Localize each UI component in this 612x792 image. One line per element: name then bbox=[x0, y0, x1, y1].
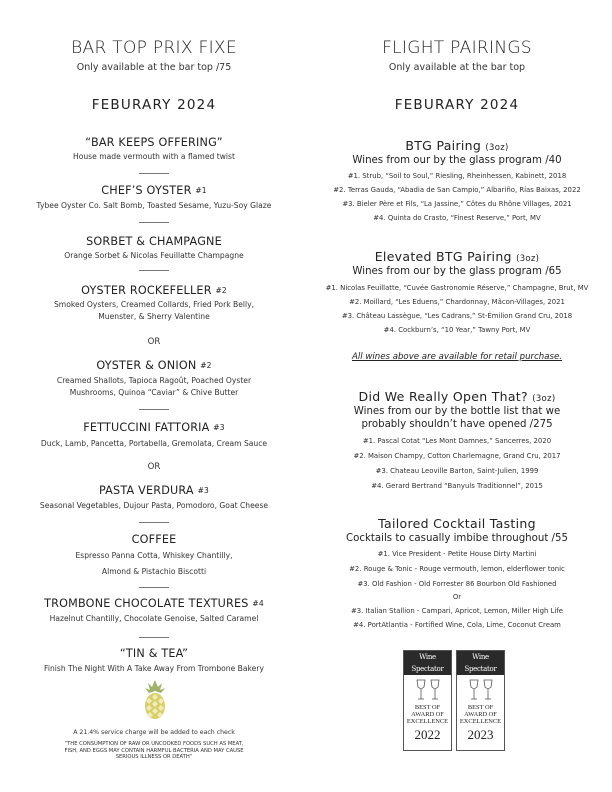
wine-glasses-icon bbox=[413, 678, 443, 704]
award-year: 2022 bbox=[414, 727, 441, 743]
course-name: COFFEE bbox=[131, 533, 177, 546]
flight-name: Did We Really Open That? (3oz) bbox=[358, 389, 556, 404]
course-desc: Finish The Night With A Take Away From Trombone Bakery bbox=[44, 664, 264, 673]
flights-subtitle: Only available at the bar top bbox=[388, 62, 526, 73]
course-desc: Seasonal Vegetables, Dujour Pasta, Pomodoro, Goat Cheese bbox=[39, 501, 269, 510]
award-brand: Wine Spectator bbox=[404, 651, 451, 675]
course-name: CHEF’S OYSTER #1 bbox=[101, 184, 207, 197]
flight-item: #4. Quinta do Crasto, “Finest Reserve,” Port, MV bbox=[373, 214, 541, 222]
wine-spectator-award-2023 bbox=[456, 650, 505, 751]
or-separator: OR bbox=[147, 337, 161, 347]
award-line: BEST OF bbox=[414, 704, 441, 711]
flight-item: #2. Terras Gauda, “Abadia de San Campio,” Albariño, Rías Baixas, 2022 bbox=[333, 186, 581, 194]
award-line: BEST OF bbox=[467, 704, 494, 711]
award-line: EXCELLENCE bbox=[459, 717, 502, 725]
flight-item: #4. Cockburn’s, “10 Year,” Tawny Port, MV bbox=[383, 326, 531, 334]
course-desc: Tybee Oyster Co. Salt Bomb, Toasted Sesame, Yuzu-Soy Glaze bbox=[36, 201, 272, 210]
flight-subtitle: Wines from our by the glass program /40 bbox=[352, 155, 562, 166]
flight-item: #3. Bieler Père et Fils, “La Jassine,” Côtes du Rhône Villages, 2021 bbox=[342, 200, 572, 208]
award-brand: Wine Spectator bbox=[457, 651, 504, 675]
course-name: OYSTER & ONION #2 bbox=[96, 359, 212, 372]
divider bbox=[139, 522, 169, 523]
course-name: “BAR KEEPS OFFERING” bbox=[85, 136, 223, 149]
prix-fixe-column bbox=[8, 0, 300, 792]
course-desc: Hazelnut Chantilly, Chocolate Genoise, Salted Caramel bbox=[49, 614, 259, 623]
flight-subtitle: Cocktails to casually imbibe throughout /55 bbox=[346, 533, 568, 544]
wine-spectator-award-2022 bbox=[403, 650, 452, 751]
flight-item: #3. Italian Stallion - Campari, Apricot, Lemon, Miller High Life bbox=[350, 607, 564, 615]
prix-fixe-title: BAR TOP PRIX FIXE bbox=[71, 38, 237, 58]
flight-subtitle: Wines from our by the glass program /65 bbox=[352, 266, 562, 277]
flight-subtitle: probably shouldn’t have opened /275 bbox=[361, 419, 553, 430]
award-year: 2023 bbox=[467, 727, 494, 743]
flight-item: #1. Pascal Cotat “Les Mont Damnes,” Sancerres, 2020 bbox=[362, 437, 552, 445]
divider bbox=[139, 270, 169, 271]
flight-name: Tailored Cocktail Tasting bbox=[378, 516, 536, 531]
flight-subtitle: Wines from our by the bottle list that we bbox=[353, 406, 561, 417]
flight-item: #2. Moillard, “Les Eduens,” Chardonnay, Mâcon-Villages, 2021 bbox=[349, 298, 565, 306]
divider bbox=[139, 637, 169, 638]
course-desc: Almond & Pistachio Biscotti bbox=[101, 567, 207, 576]
flight-name: BTG Pairing (3oz) bbox=[405, 138, 509, 153]
award-line: AWARD OF bbox=[464, 710, 497, 718]
course-desc: Espresso Panna Cotta, Whiskey Chantilly, bbox=[75, 551, 233, 560]
course-desc: Muenster, & Sherry Valentine bbox=[98, 312, 210, 321]
flights-title: FLIGHT PAIRINGS bbox=[382, 38, 532, 58]
course-desc: House made vermouth with a flamed twist bbox=[73, 152, 235, 161]
course-desc: Smoked Oysters, Creamed Collards, Fried Pork Belly, bbox=[53, 300, 255, 309]
flight-item: #3. Chateau Leoville Barton, Saint-Julien, 1999 bbox=[375, 467, 539, 475]
course-name: TROMBONE CHOCOLATE TEXTURES #4 bbox=[44, 597, 264, 610]
course-desc: Mushrooms, Quinoa “Caviar” & Chive Butter bbox=[69, 388, 239, 397]
prix-fixe-subtitle: Only available at the bar top /75 bbox=[76, 62, 232, 73]
or-separator: OR bbox=[147, 462, 161, 472]
flight-item: #3. Château Lassègue, “Les Cadrans,” St-Émilion Grand Cru, 2018 bbox=[341, 312, 573, 320]
retail-note: All wines above are available for retail purchase. bbox=[351, 352, 563, 362]
course-name: FETTUCCINI FATTORIA #3 bbox=[83, 421, 225, 434]
flight-item: #2. Rouge & Tonic - Rouge vermouth, lemon, elderflower tonic bbox=[349, 565, 565, 573]
pineapple-icon bbox=[138, 678, 172, 720]
award-line: EXCELLENCE bbox=[406, 717, 449, 725]
flights-month: FEBURARY 2024 bbox=[394, 97, 520, 113]
divider bbox=[139, 222, 169, 223]
flight-item: #1. Strub, “Soil to Soul,” Riesling, Rheinhessen, Kabinett, 2018 bbox=[347, 172, 567, 180]
prix-fixe-month: FEBURARY 2024 bbox=[91, 97, 217, 113]
flight-item: Or bbox=[452, 593, 462, 601]
divider bbox=[139, 409, 169, 410]
service-charge-note: A 21.4% service charge will be added to each check bbox=[73, 729, 235, 736]
course-desc: Creamed Shallots, Tapioca Ragoût, Poached Oyster bbox=[56, 376, 252, 385]
course-desc: Orange Sorbet & Nicolas Feuillatte Champagne bbox=[64, 251, 244, 260]
flight-pairings-column bbox=[310, 0, 604, 792]
award-line: AWARD OF bbox=[411, 710, 444, 718]
food-safety-disclaimer: “THE CONSUMPTION OF RAW OR UNCOOKED FOODS SUCH AS MEAT, FISH, AND EGGS MAY CONTAIN HARMFUL BACTERIA AND MAY CAUSE SERIOUS ILLNESS OR DEATH” bbox=[64, 741, 244, 761]
flight-item: #3. Old Fashion - Old Forrester 86 Bourbon Old Fashioned bbox=[357, 580, 557, 588]
course-name: “TIN & TEA” bbox=[119, 647, 189, 660]
course-name: OYSTER ROCKEFELLER #2 bbox=[81, 284, 227, 297]
flight-item: #4. Gerard Bertrand “Banyuls Traditionnel”, 2015 bbox=[371, 482, 543, 490]
course-name: PASTA VERDURA #3 bbox=[98, 484, 210, 497]
flight-item: #4. PortAtlantia - Fortified Wine, Cola, Lime, Coconut Cream bbox=[353, 621, 561, 629]
divider bbox=[139, 173, 169, 174]
course-desc: Duck, Lamb, Pancetta, Portabella, Gremolata, Cream Sauce bbox=[40, 439, 268, 448]
flight-item: #1. Nicolas Feuillatte, “Cuvée Gastronomie Réserve,” Champagne, Brut, MV bbox=[325, 284, 589, 292]
divider bbox=[139, 587, 169, 588]
course-name: SORBET & CHAMPAGNE bbox=[86, 235, 222, 248]
wine-glasses-icon bbox=[466, 678, 496, 704]
flight-name: Elevated BTG Pairing (3oz) bbox=[374, 249, 540, 264]
flight-item: #1. Vice President - Petite House Dirty Martini bbox=[377, 550, 537, 558]
flight-item: #2. Maison Champy, Cotton Charlemagne, Grand Cru, 2017 bbox=[353, 452, 561, 460]
